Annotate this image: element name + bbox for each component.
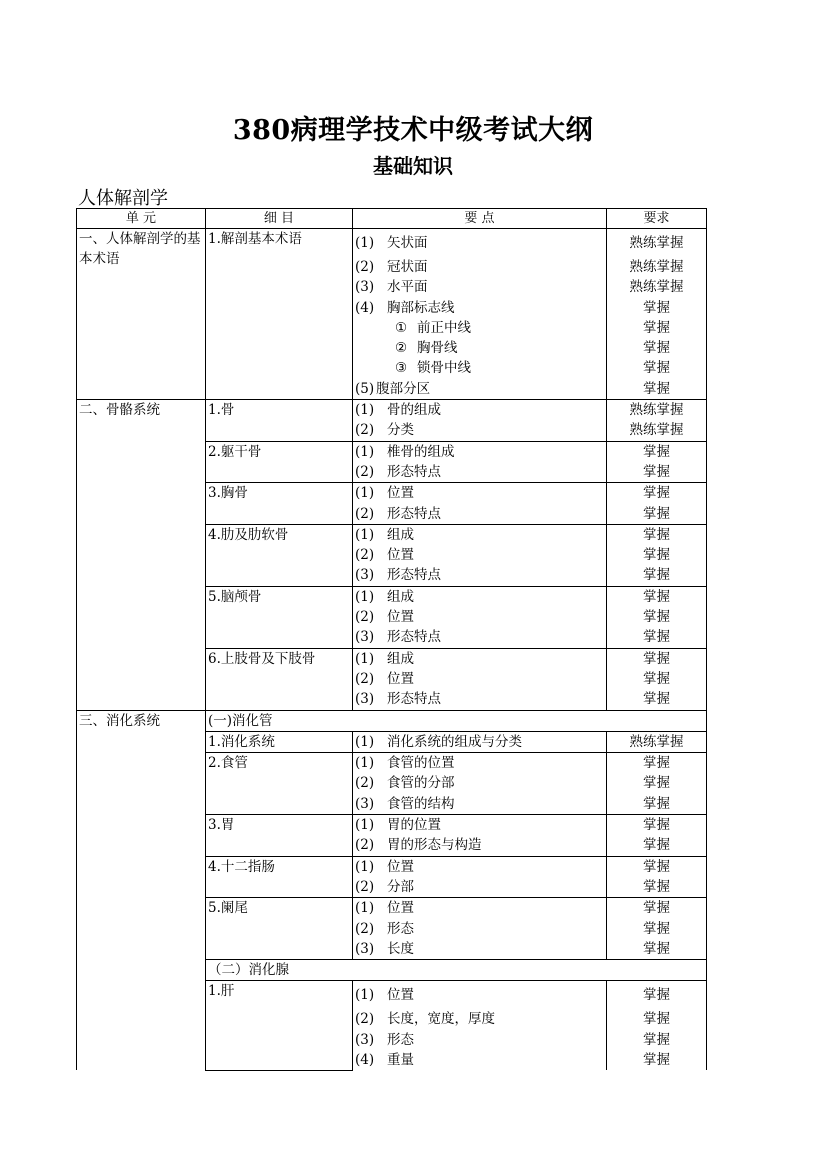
point-text: 形态 [387, 1031, 414, 1048]
point-number: (1) [355, 402, 375, 419]
item-cell: 6.上肢骨及下肢骨 [206, 648, 353, 710]
point-number: (1) [355, 755, 375, 772]
point-text: 胃的位置 [387, 817, 441, 834]
point-line [355, 565, 604, 585]
point-number: (3) [355, 940, 375, 957]
points-cell [353, 815, 607, 857]
point-line [355, 483, 604, 503]
requirement-level: 熟练掌握 [629, 259, 684, 275]
requirement-level: 掌握 [643, 858, 670, 875]
requirement-level: 掌握 [643, 609, 670, 626]
requirement-level: 掌握 [643, 526, 670, 543]
point-line [355, 857, 604, 877]
document-subtitle: 基础知识 [373, 154, 453, 178]
point-number: ② [395, 340, 408, 357]
point-text: 位置 [387, 900, 414, 917]
requirement-level: 掌握 [643, 1011, 670, 1028]
requirement-level: 掌握 [643, 900, 670, 917]
requirement-level: 掌握 [643, 485, 670, 502]
requirement-level: 掌握 [643, 691, 670, 708]
point-line [355, 773, 604, 793]
point-line [355, 981, 604, 1009]
item-cell: 5.阑尾 [206, 898, 353, 960]
point-text: 长度 [387, 940, 414, 957]
requirement-cell [607, 648, 707, 710]
item-cell: 1.肝 [206, 981, 353, 1070]
point-number: (4) [355, 299, 375, 316]
point-text: 组成 [387, 526, 414, 543]
requirement-cell [607, 981, 707, 1070]
requirement-level: 掌握 [643, 299, 670, 316]
item-cell: 3.胃 [206, 815, 353, 857]
point-number: (1) [355, 235, 375, 251]
point-text: 食管的结构 [387, 795, 455, 812]
requirement-level: 熟练掌握 [629, 733, 684, 750]
item-cell: 2.食管 [206, 753, 353, 815]
requirement-level: 掌握 [643, 588, 670, 605]
point-number: (1) [355, 858, 375, 875]
point-number: (3) [355, 629, 375, 646]
point-text: 位置 [387, 547, 414, 564]
point-text: 食管的位置 [387, 755, 455, 772]
requirement-level: 熟练掌握 [629, 402, 684, 419]
points-cell [353, 648, 607, 710]
point-line [355, 525, 604, 545]
requirement-level: 掌握 [643, 817, 670, 834]
requirement-level: 掌握 [643, 670, 670, 687]
point-line [355, 627, 604, 647]
point-text: 分部 [387, 878, 414, 895]
table-row [77, 710, 707, 731]
points-cell [353, 586, 607, 648]
point-line [355, 298, 604, 318]
point-line [355, 420, 604, 440]
point-number: (1) [355, 526, 375, 543]
point-number: (1) [355, 650, 375, 667]
point-number: (1) [355, 443, 375, 460]
requirement-cell [607, 753, 707, 815]
requirement-level: 掌握 [643, 380, 670, 397]
requirement-level: 掌握 [643, 837, 670, 854]
requirement-level: 掌握 [643, 878, 670, 895]
points-cell [353, 856, 607, 898]
point-text: 水平面 [387, 279, 428, 296]
requirement-level: 掌握 [643, 360, 670, 377]
point-line [355, 815, 604, 835]
point-number: ① [395, 319, 408, 336]
unit-cell: 二、骨骼系统 [77, 400, 206, 710]
requirement-cell [607, 898, 707, 960]
item-cell: 3.胸骨 [206, 483, 353, 525]
point-number: (2) [355, 609, 375, 626]
point-line [355, 545, 604, 565]
point-text: 骨的组成 [387, 402, 441, 419]
points-cell [353, 753, 607, 815]
point-line [355, 732, 604, 752]
point-number: ③ [395, 360, 408, 377]
requirement-level: 掌握 [643, 920, 670, 937]
point-line [355, 338, 604, 358]
point-number: (2) [355, 1011, 375, 1028]
point-line [355, 229, 604, 257]
point-line [355, 1009, 604, 1029]
point-number: (2) [355, 505, 375, 522]
point-number: (2) [355, 920, 375, 937]
requirement-level: 掌握 [643, 547, 670, 564]
item-cell: 2.躯干骨 [206, 441, 353, 483]
point-line [355, 939, 604, 959]
requirement-level: 掌握 [643, 629, 670, 646]
point-line [355, 877, 604, 897]
points-cell [353, 731, 607, 752]
point-text: 食管的分部 [387, 775, 455, 792]
unit-cell: 一、人体解剖学的基本术语 [77, 229, 206, 400]
point-text: 形态特点 [387, 567, 441, 584]
exam-outline-table [76, 208, 707, 1071]
point-line [355, 504, 604, 524]
point-number: (1) [355, 900, 375, 917]
point-number: (1) [355, 733, 375, 750]
table-header-row [77, 209, 707, 229]
point-text: 形态 [387, 920, 414, 937]
point-text: 锁骨中线 [417, 360, 471, 377]
point-number: (2) [355, 775, 375, 792]
requirement-level: 掌握 [643, 775, 670, 792]
requirement-cell [607, 400, 707, 442]
point-line [355, 794, 604, 814]
header-unit: 单 元 [77, 209, 206, 229]
point-text: 形态特点 [387, 463, 441, 480]
point-text: 位置 [387, 609, 414, 626]
point-text: 位置 [387, 858, 414, 875]
point-line [355, 607, 604, 627]
header-item: 细 目 [206, 209, 353, 229]
requirement-level: 掌握 [643, 795, 670, 812]
requirement-level: 掌握 [643, 1051, 670, 1068]
point-number: (1) [355, 485, 375, 502]
requirement-level: 掌握 [643, 1031, 670, 1048]
requirement-level: 掌握 [643, 567, 670, 584]
point-number: (2) [355, 670, 375, 687]
points-cell [353, 981, 607, 1070]
requirement-level: 掌握 [643, 505, 670, 522]
point-number: (2) [355, 878, 375, 895]
point-text: 位置 [387, 485, 414, 502]
point-text: 形态特点 [387, 629, 441, 646]
point-text: 组成 [387, 588, 414, 605]
point-text: 消化系统的组成与分类 [387, 733, 522, 750]
requirement-level: 掌握 [643, 443, 670, 460]
point-number: (4) [355, 1051, 375, 1068]
requirement-cell [607, 815, 707, 857]
point-number: (1) [355, 588, 375, 605]
point-number: (1) [355, 987, 375, 1004]
point-text: 位置 [387, 670, 414, 687]
point-text: 形态特点 [387, 691, 441, 708]
item-cell: 5.脑颅骨 [206, 586, 353, 648]
point-line [355, 689, 604, 709]
point-line [355, 277, 604, 297]
point-number: (2) [355, 547, 375, 564]
point-line [355, 257, 604, 277]
requirement-cell [607, 731, 707, 752]
requirement-level: 掌握 [643, 940, 670, 957]
point-line [355, 1030, 604, 1050]
requirement-level: 掌握 [643, 650, 670, 667]
point-line [355, 835, 604, 855]
point-line [355, 400, 604, 420]
point-line [355, 919, 604, 939]
requirement-level: 掌握 [643, 340, 670, 357]
unit-cell: 三、消化系统 [77, 710, 206, 1070]
table-row [77, 400, 707, 442]
point-text: 胸骨线 [417, 340, 458, 357]
requirement-level: 熟练掌握 [629, 422, 684, 439]
point-line [355, 753, 604, 773]
points-cell [353, 898, 607, 960]
points-cell [353, 483, 607, 525]
point-number: (3) [355, 795, 375, 812]
point-text: 椎骨的组成 [387, 443, 455, 460]
point-text: 位置 [387, 987, 414, 1004]
point-number: (1) [355, 817, 375, 834]
point-text: 胃的形态与构造 [387, 837, 482, 854]
item-cell: 1.解剖基本术语 [206, 229, 353, 400]
point-text: 长度，宽度，厚度 [387, 1011, 495, 1028]
point-number: (2) [355, 463, 375, 480]
item-cell: 4.肋及肋软骨 [206, 524, 353, 586]
point-text: 腹部分区 [376, 380, 431, 397]
group-heading: (一)消化管 [206, 710, 707, 731]
point-line [355, 358, 604, 378]
table-row [77, 229, 707, 400]
point-text: 矢状面 [387, 235, 428, 251]
point-text: 冠状面 [387, 259, 428, 275]
point-number: (2) [355, 422, 375, 439]
point-line [355, 1050, 604, 1070]
requirement-cell [607, 483, 707, 525]
point-line [355, 442, 604, 462]
point-line [355, 898, 604, 918]
requirement-level: 掌握 [643, 987, 670, 1004]
points-cell [353, 229, 607, 400]
requirement-level: 掌握 [643, 463, 670, 480]
point-line [355, 462, 604, 482]
points-cell [353, 524, 607, 586]
requirement-level: 熟练掌握 [629, 279, 684, 296]
point-number: (2) [355, 837, 375, 854]
requirement-cell [607, 856, 707, 898]
point-line [355, 318, 604, 338]
item-cell: 1.骨 [206, 400, 353, 442]
requirement-cell [607, 524, 707, 586]
point-line [355, 669, 604, 689]
point-text: 前正中线 [417, 319, 471, 336]
header-requirement: 要求 [607, 209, 707, 229]
requirement-level: 掌握 [643, 755, 670, 772]
item-cell: 1.消化系统 [206, 731, 353, 752]
section-heading: 人体解剖学 [78, 188, 168, 209]
point-number: (3) [355, 1031, 375, 1048]
point-line [355, 379, 604, 399]
item-cell: 4.十二指肠 [206, 856, 353, 898]
document-title: 380病理学技术中级考试大纲 [232, 115, 594, 146]
requirement-level: 掌握 [643, 319, 670, 336]
requirement-level: 熟练掌握 [629, 235, 684, 251]
point-text: 分类 [387, 422, 414, 439]
point-line [355, 649, 604, 669]
point-number: (3) [355, 279, 375, 296]
table-body [77, 229, 707, 1071]
points-cell [353, 441, 607, 483]
point-text: 重量 [387, 1051, 414, 1068]
point-number: (2) [355, 259, 375, 275]
point-line [355, 587, 604, 607]
requirement-cell [607, 586, 707, 648]
point-text: 形态特点 [387, 505, 441, 522]
point-number: (3) [355, 567, 375, 584]
point-number: (5) [355, 380, 375, 397]
group-heading: （二）消化腺 [206, 960, 707, 981]
header-points: 要 点 [353, 209, 607, 229]
requirement-cell [607, 229, 707, 400]
requirement-cell [607, 441, 707, 483]
point-text: 胸部标志线 [387, 299, 455, 316]
point-number: (3) [355, 691, 375, 708]
point-text: 组成 [387, 650, 414, 667]
points-cell [353, 400, 607, 442]
